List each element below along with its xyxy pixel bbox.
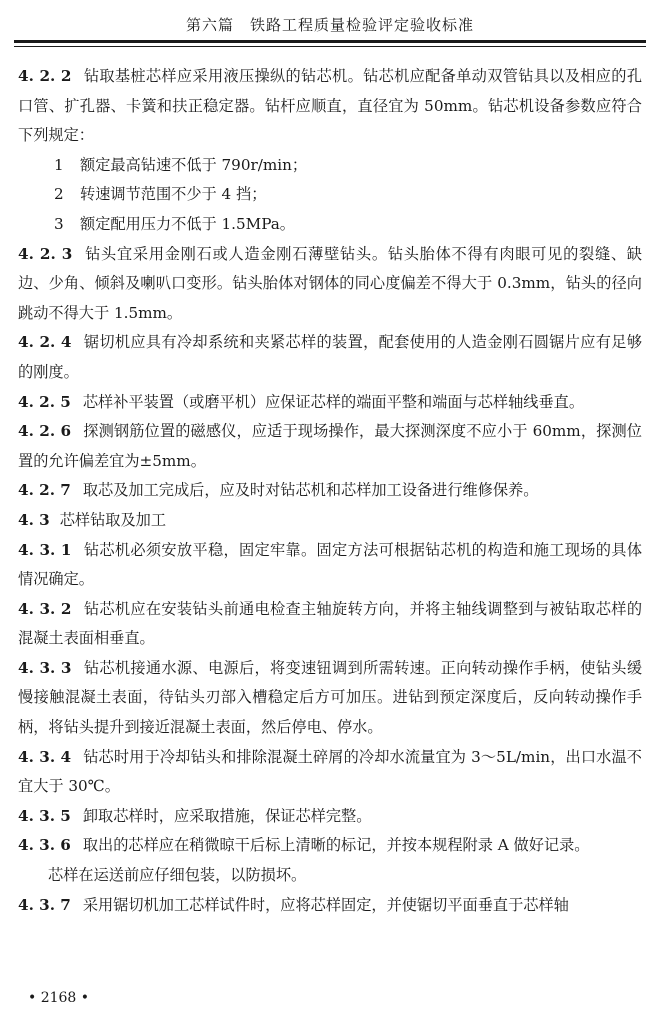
list-item-text: 额定最高钻速不低于 790r/min； — [80, 155, 308, 174]
clause-text: 钻芯时用于冷却钻头和排除混凝土碎屑的冷却水流量宜为 3～5L/min，出口水温不宜大于 30℃。 — [18, 747, 642, 796]
body-text — [18, 62, 642, 920]
clause-number: 4. 3. 3 — [18, 658, 72, 677]
clause-4-2-5 — [18, 388, 642, 418]
clause-text: 取芯及加工完成后，应及时对钻芯机和芯样加工设备进行维修保养。 — [82, 481, 539, 500]
clause-number: 4. 2. 4 — [18, 333, 72, 352]
clause-number: 4. 3. 4 — [18, 747, 72, 766]
clause-number: 4. 3. 6 — [18, 836, 71, 855]
list-item-number: 2 — [54, 185, 64, 204]
clause-4-3-4 — [18, 743, 642, 802]
page-header: 第六篇 铁路工程质量检验评定验收标准 — [185, 16, 474, 34]
clause-number: 4. 3. 7 — [18, 895, 71, 914]
header-rule-thin — [14, 46, 646, 47]
clause-number: 4. 2. 3 — [18, 244, 73, 263]
clause-4-3-1 — [18, 536, 642, 595]
section-title: 芯样钻取及加工 — [59, 510, 167, 529]
clause-text: 探测钢筋位置的磁感仪，应适于现场操作，最大探测深度不应小于 60mm，探测位置的允许偏差宜为±5mm。 — [18, 422, 642, 470]
clause-4-3-3 — [18, 654, 642, 743]
clause-number: 4. 2. 2 — [18, 67, 72, 85]
clause-4-2-6 — [18, 417, 642, 476]
clause-number: 4. 3. 5 — [18, 806, 71, 825]
clause-number: 4. 2. 5 — [18, 392, 71, 411]
clause-text: 钻芯机接通水源、电源后，将变速钮调到所需转速。正向转动操作手柄，使钻头缓慢接触混凝土表面，待钻头刃部入槽稳定后方可加压。进钻到预定深度后，反向转动操作手柄，将钻头提升到接近混凝土表面，然后停电、停水。 — [18, 658, 643, 737]
clause-number: 4. 3. 1 — [18, 540, 72, 559]
clause-4-3-6 — [18, 831, 642, 861]
clause-4-2-7 — [18, 476, 642, 506]
list-item-2 — [18, 180, 642, 210]
clause-4-2-2 — [18, 62, 642, 151]
section-number: 4. 3 — [18, 510, 50, 529]
list-item-text: 额定配用压力不低于 1.5MPa。 — [80, 214, 295, 233]
page-number: • 2168 • — [28, 990, 90, 1006]
clause-text: 钻芯机应在安装钻头前通电检查主轴旋转方向，并将主轴线调整到与被钻取芯样的混凝土表面相垂直。 — [18, 599, 643, 648]
clause-text: 钻芯机必须安放平稳，固定牢靠。固定方法可根据钻芯机的构造和施工现场的具体情况确定。 — [18, 540, 643, 589]
clause-text: 钻头宜采用金刚石或人造金刚石薄壁钻头。钻头胎体不得有肉眼可见的裂缝、缺边、少角、倾斜及喇叭口变形。钻头胎体对钢体的同心度偏差不得大于 0.3mm，钻头的径向跳动不得大于 1.5mm。 — [18, 244, 642, 322]
clause-4-2-4 — [18, 328, 642, 387]
clause-text: 采用锯切机加工芯样试件时，应将芯样固定，并使锯切平面垂直于芯样轴 — [82, 895, 569, 914]
list-item-number: 3 — [54, 214, 64, 233]
clause-number: 4. 3. 2 — [18, 599, 72, 618]
clause-text: 锯切机应具有冷却系统和夹紧芯样的装置，配套使用的人造金刚石圆锯片应有足够的刚度。 — [18, 333, 643, 381]
list-item-3 — [18, 210, 642, 240]
list-item-number: 1 — [54, 155, 64, 174]
clause-number: 4. 2. 7 — [18, 481, 71, 500]
clause-4-2-3 — [18, 240, 642, 329]
clause-text: 芯样补平装置（或磨平机）应保证芯样的端面平整和端面与芯样轴线垂直。 — [82, 392, 585, 411]
header-rule-thick — [14, 40, 646, 43]
section-4-3-heading — [18, 506, 642, 536]
list-item-text: 转速调节范围不少于 4 挡； — [80, 185, 267, 204]
list-item-1 — [18, 151, 642, 181]
clause-number: 4. 2. 6 — [18, 422, 72, 441]
clause-4-3-5 — [18, 802, 642, 832]
clause-4-3-2 — [18, 595, 642, 654]
clause-text: 卸取芯样时，应采取措施，保证芯样完整。 — [82, 806, 372, 825]
clause-text: 钻取基桩芯样应采用液压操纵的钻芯机。钻芯机应配备单动双管钻具以及相应的孔口管、扩孔器、卡簧和扶正稳定器。钻杆应顺直，直径宜为 50mm。钻芯机设备参数应符合下列规定： — [18, 67, 643, 145]
clause-4-3-6-continuation: 芯样在运送前应仔细包装，以防损坏。 — [48, 866, 307, 885]
clause-4-3-7 — [18, 891, 642, 921]
clause-text: 取出的芯样应在稍微晾干后标上清晰的标记，并按本规程附录 A 做好记录。 — [82, 836, 590, 855]
